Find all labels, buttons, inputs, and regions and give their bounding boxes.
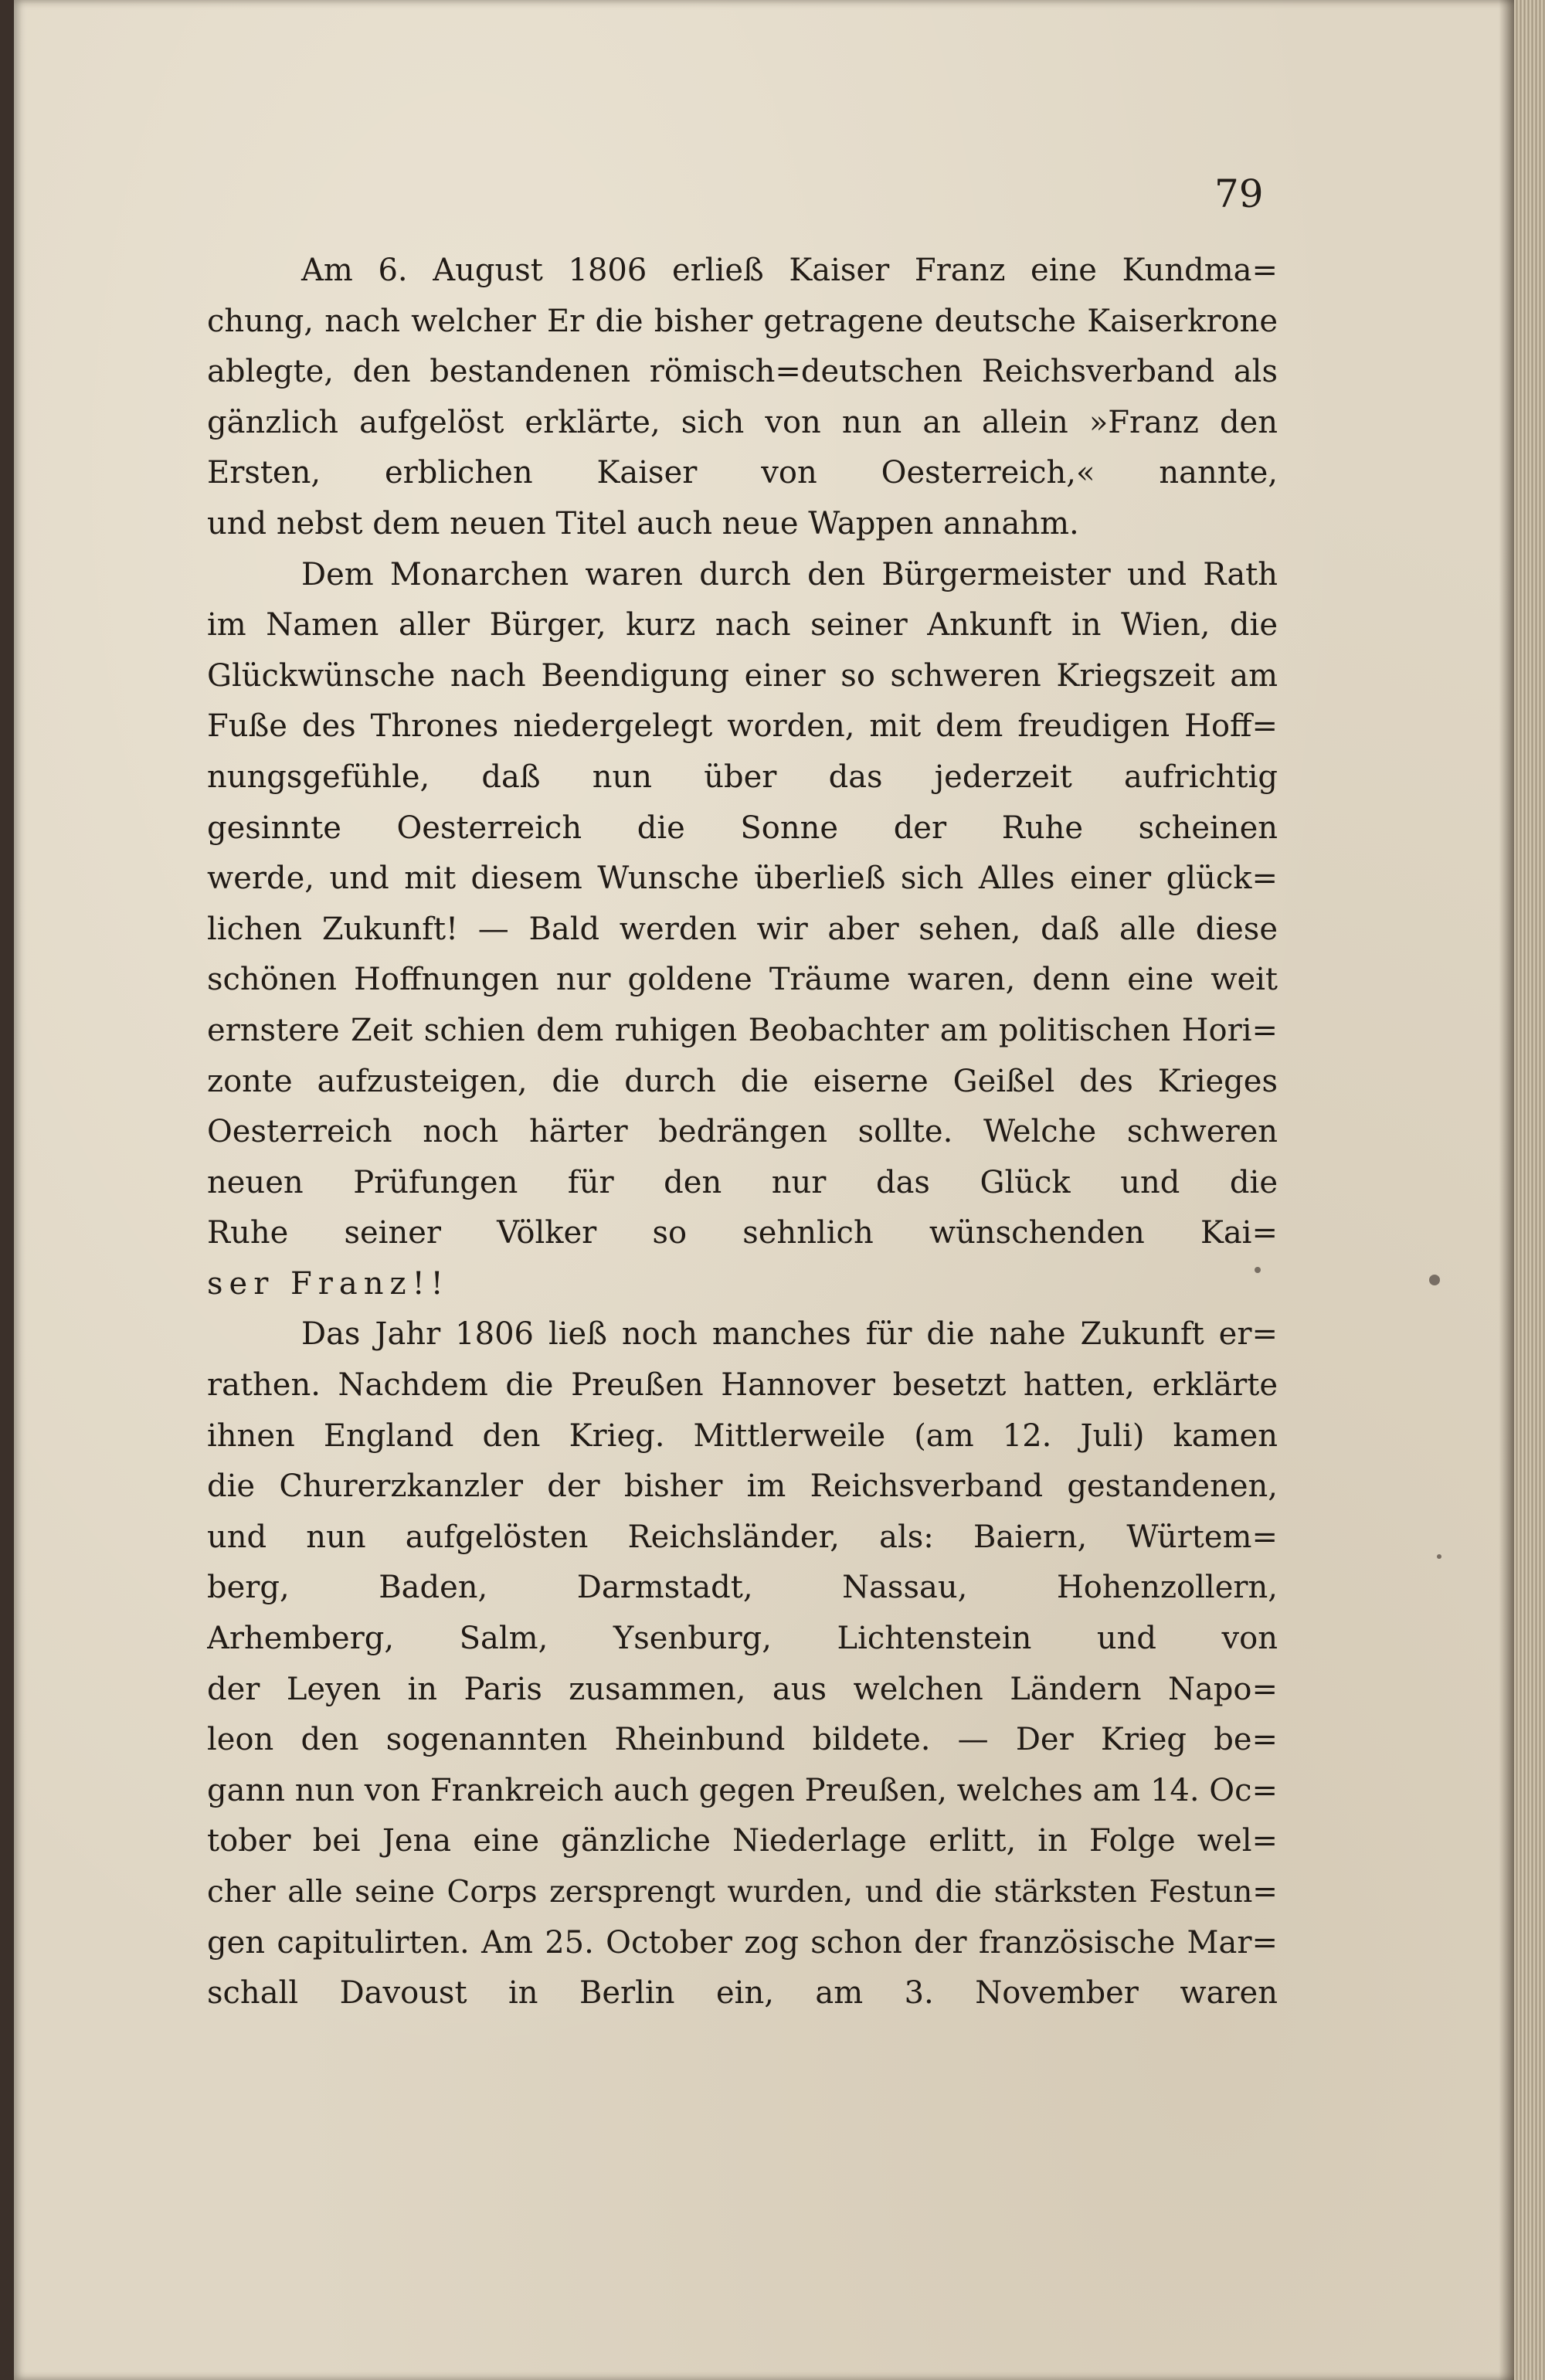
text-line: schall Davoust in Berlin ein, am 3. November waren [207, 1975, 1278, 2012]
text-line: gen capitulirten. Am 25. October zog schon der französische Mar= [207, 1924, 1278, 1961]
page-number: 79 [1214, 171, 1264, 216]
text-line: Am 6. August 1806 erließ Kaiser Franz eine Kundma= [301, 253, 1278, 288]
text-line: Oesterreich noch härter bedrängen sollte. Welche schweren [207, 1114, 1278, 1150]
text-line: cher alle seine Corps zersprengt wurden, und die stärksten Festun= [207, 1875, 1278, 1910]
text-line: Ruhe seiner Völker so sehnlich wünschenden Kai= [207, 1215, 1278, 1251]
text-line: ihnen England den Krieg. Mittlerweile (am 12. Juli) kamen [207, 1417, 1278, 1454]
text-line: Ersten, erblichen Kaiser von Oesterreich,« nannte, [207, 455, 1278, 491]
text-line: der Leyen in Paris zusammen, aus welchen Ländern Napo= [207, 1671, 1278, 1707]
text-line: Glückwünsche nach Beendigung einer so schweren Kriegszeit am [207, 657, 1278, 694]
text-line: lichen Zukunft! — Bald werden wir aber sehen, daß alle diese [207, 911, 1278, 947]
paper-speck [1437, 1554, 1441, 1559]
text-line: tober bei Jena eine gänzliche Niederlage erlitt, in Folge wel= [207, 1823, 1278, 1859]
body-text [207, 246, 1278, 2019]
text-line: ernstere Zeit schien dem ruhigen Beobachter am politischen Hori= [207, 1012, 1278, 1048]
paper-speck [1429, 1275, 1440, 1285]
text-line: ablegte, den bestandenen römisch=deutschen Reichsverband als [207, 354, 1278, 390]
text-line: rathen. Nachdem die Preußen Hannover besetzt hatten, erklärte [207, 1367, 1278, 1404]
text-line: leon den sogenannten Rheinbund bildete. — Der Krieg be= [207, 1722, 1278, 1758]
text-line: ser Franz!! [207, 1265, 450, 1302]
text-line: neuen Prüfungen für den nur das Glück und die [207, 1164, 1278, 1200]
text-line: schönen Hoffnungen nur goldene Träume waren, denn eine weit [207, 962, 1278, 998]
text-line: werde, und mit diesem Wunsche überließ sich Alles einer glück= [207, 861, 1278, 897]
text-line: und nun aufgelösten Reichsländer, als: Baiern, Würtem= [207, 1519, 1278, 1555]
text-line: im Namen aller Bürger, kurz nach seiner Ankunft in Wien, die [207, 607, 1278, 643]
text-line: chung, nach welcher Er die bisher getragene deutsche Kaiserkrone [207, 303, 1278, 339]
text-line: Dem Monarchen waren durch den Bürgermeister und Rath [301, 556, 1278, 592]
text-line: gesinnte Oesterreich die Sonne der Ruhe scheinen [207, 810, 1278, 846]
page-stack-edge [1514, 0, 1545, 2380]
text-line: zonte aufzusteigen, die durch die eiserne Geißel des Krieges [207, 1063, 1278, 1099]
text-line: berg, Baden, Darmstadt, Nassau, Hohenzollern, [207, 1570, 1278, 1606]
text-line: und nebst dem neuen Titel auch neue Wappen annahm. [207, 505, 1079, 542]
text-line: Fuße des Thrones niedergelegt worden, mit dem freudigen Hoff= [207, 708, 1278, 745]
text-line: Das Jahr 1806 ließ noch manches für die nahe Zukunft er= [301, 1316, 1278, 1353]
text-line: gänzlich aufgelöst erklärte, sich von nun an allein »Franz den [207, 404, 1278, 440]
text-line: die Churerzkanzler der bisher im Reichsverband gestandenen, [207, 1468, 1278, 1505]
text-line: Arhemberg, Salm, Ysenburg, Lichtenstein und von [207, 1621, 1278, 1657]
page-gutter-shadow [1499, 0, 1514, 2380]
text-line: nungsgefühle, daß nun über das jederzeit aufrichtig [207, 759, 1278, 795]
text-line: gann nun von Frankreich auch gegen Preußen, welches am 14. Oc= [207, 1772, 1278, 1808]
